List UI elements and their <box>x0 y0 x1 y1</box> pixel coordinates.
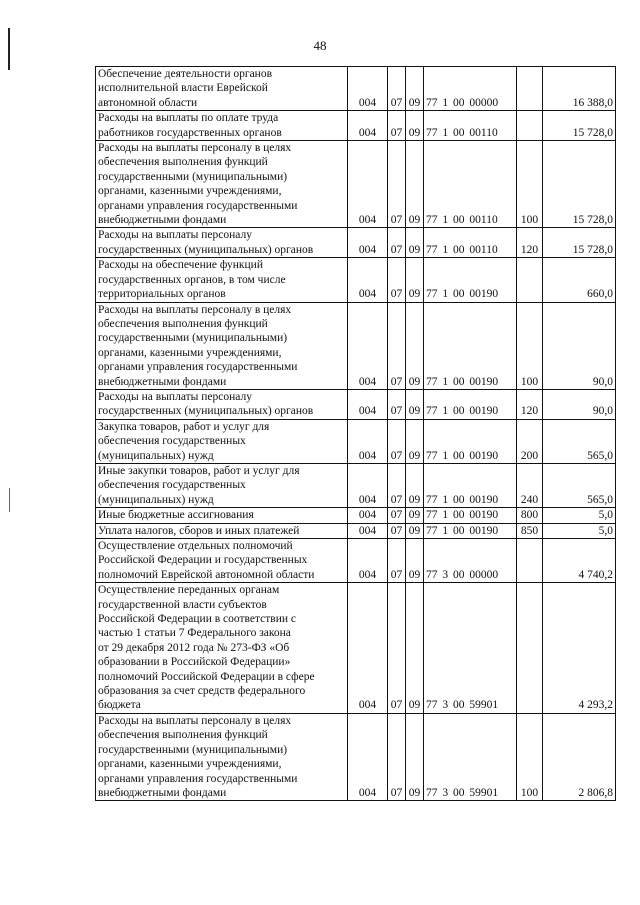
subsection-code: 09 <box>406 67 424 111</box>
amount: 16 388,0 <box>543 67 616 111</box>
subsection-code: 09 <box>406 523 424 538</box>
target-article-code: 77 1 00 00190 <box>424 508 517 523</box>
expense-type-code <box>517 111 543 141</box>
amount: 2 806,8 <box>543 713 616 800</box>
expense-type-code: 850 <box>517 523 543 538</box>
section-code: 07 <box>388 523 406 538</box>
row-description: Закупка товаров, работ и услуг для обеспечения государственных (муниципальных) нужд <box>96 419 348 463</box>
table-row <box>96 228 616 258</box>
table-row <box>96 463 616 507</box>
ministry-code: 004 <box>348 258 388 302</box>
table-row <box>96 389 616 419</box>
section-code: 07 <box>388 539 406 583</box>
expense-type-code <box>517 539 543 583</box>
expense-type-code <box>517 67 543 111</box>
amount: 15 728,0 <box>543 228 616 258</box>
table-row <box>96 419 616 463</box>
target-article-code: 77 3 00 59901 <box>424 713 517 800</box>
subsection-code: 09 <box>406 583 424 714</box>
scan-edge-mark-lower <box>9 488 10 512</box>
amount: 15 728,0 <box>543 141 616 228</box>
section-code: 07 <box>388 713 406 800</box>
table-row <box>96 302 616 389</box>
subsection-code: 09 <box>406 258 424 302</box>
row-description: Уплата налогов, сборов и иных платежей <box>96 523 348 538</box>
subsection-code: 09 <box>406 302 424 389</box>
section-code: 07 <box>388 389 406 419</box>
ministry-code: 004 <box>348 228 388 258</box>
target-article-code: 77 1 00 00110 <box>424 111 517 141</box>
target-article-code: 77 1 00 00190 <box>424 419 517 463</box>
table-row <box>96 258 616 302</box>
target-article-code: 77 1 00 00190 <box>424 463 517 507</box>
target-article-code: 77 1 00 00000 <box>424 67 517 111</box>
ministry-code: 004 <box>348 141 388 228</box>
amount: 15 728,0 <box>543 111 616 141</box>
ministry-code: 004 <box>348 302 388 389</box>
subsection-code: 09 <box>406 141 424 228</box>
expense-type-code <box>517 258 543 302</box>
expense-type-code: 100 <box>517 302 543 389</box>
ministry-code: 004 <box>348 389 388 419</box>
target-article-code: 77 3 00 59901 <box>424 583 517 714</box>
expense-type-code: 800 <box>517 508 543 523</box>
amount: 4 293,2 <box>543 583 616 714</box>
expense-type-code: 120 <box>517 389 543 419</box>
row-description: Расходы на выплаты персоналу в целях обеспечения выполнения функций государственными (муниципальными) органами, казенными учреждениями, органами управления государственными внебюджетными фондами <box>96 141 348 228</box>
table-row <box>96 141 616 228</box>
section-code: 07 <box>388 111 406 141</box>
row-description: Расходы на выплаты персоналу в целях обеспечения выполнения функций государственными (муниципальными) органами, казенными учреждениями, органами управления государственными внебюджетными фондами <box>96 713 348 800</box>
target-article-code: 77 1 00 00190 <box>424 302 517 389</box>
subsection-code: 09 <box>406 111 424 141</box>
row-description: Расходы на обеспечение функций государственных органов, в том числе территориальных органов <box>96 258 348 302</box>
row-description: Осуществление отдельных полномочий Российской Федерации и государственных полномочий Еврейской автономной области <box>96 539 348 583</box>
section-code: 07 <box>388 141 406 228</box>
ministry-code: 004 <box>348 111 388 141</box>
amount: 90,0 <box>543 389 616 419</box>
target-article-code: 77 1 00 00190 <box>424 389 517 419</box>
amount: 660,0 <box>543 258 616 302</box>
amount: 565,0 <box>543 463 616 507</box>
row-description: Расходы на выплаты персоналу государственных (муниципальных) органов <box>96 228 348 258</box>
expense-type-code: 120 <box>517 228 543 258</box>
expense-type-code <box>517 583 543 714</box>
amount: 90,0 <box>543 302 616 389</box>
target-article-code: 77 1 00 00110 <box>424 228 517 258</box>
row-description: Расходы на выплаты по оплате труда работников государственных органов <box>96 111 348 141</box>
table-row <box>96 111 616 141</box>
ministry-code: 004 <box>348 508 388 523</box>
table-row <box>96 523 616 538</box>
ministry-code: 004 <box>348 419 388 463</box>
ministry-code: 004 <box>348 713 388 800</box>
section-code: 07 <box>388 583 406 714</box>
subsection-code: 09 <box>406 228 424 258</box>
section-code: 07 <box>388 419 406 463</box>
amount: 565,0 <box>543 419 616 463</box>
table-row <box>96 508 616 523</box>
section-code: 07 <box>388 463 406 507</box>
row-description: Расходы на выплаты персоналу государственных (муниципальных) органов <box>96 389 348 419</box>
page-number: 48 <box>313 38 327 53</box>
table-row <box>96 67 616 111</box>
table-row <box>96 539 616 583</box>
budget-table <box>95 66 616 801</box>
section-code: 07 <box>388 228 406 258</box>
subsection-code: 09 <box>406 463 424 507</box>
target-article-code: 77 3 00 00000 <box>424 539 517 583</box>
row-description: Иные бюджетные ассигнования <box>96 508 348 523</box>
subsection-code: 09 <box>406 539 424 583</box>
target-article-code: 77 1 00 00190 <box>424 523 517 538</box>
section-code: 07 <box>388 508 406 523</box>
expense-type-code: 200 <box>517 419 543 463</box>
ministry-code: 004 <box>348 539 388 583</box>
ministry-code: 004 <box>348 463 388 507</box>
row-description: Осуществление переданных органам государственной власти субъектов Российской Федерации в соответствии с частью 1 статьи 7 Федерального закона от 29 декабря 2012 года № 273-ФЗ «Об образовании в Российской Федерации» полномочий Российской Федерации в сфере образования за счет средств федерального бюджета <box>96 583 348 714</box>
amount: 5,0 <box>543 508 616 523</box>
ministry-code: 004 <box>348 583 388 714</box>
ministry-code: 004 <box>348 67 388 111</box>
budget-table-body <box>96 67 616 801</box>
expense-type-code: 240 <box>517 463 543 507</box>
target-article-code: 77 1 00 00110 <box>424 141 517 228</box>
section-code: 07 <box>388 258 406 302</box>
target-article-code: 77 1 00 00190 <box>424 258 517 302</box>
section-code: 07 <box>388 67 406 111</box>
row-description: Иные закупки товаров, работ и услуг для обеспечения государственных (муниципальных) нужд <box>96 463 348 507</box>
expense-type-code: 100 <box>517 713 543 800</box>
subsection-code: 09 <box>406 419 424 463</box>
row-description: Расходы на выплаты персоналу в целях обеспечения выполнения функций государственными (муниципальными) органами, казенными учреждениями, органами управления государственными внебюджетными фондами <box>96 302 348 389</box>
subsection-code: 09 <box>406 508 424 523</box>
subsection-code: 09 <box>406 713 424 800</box>
ministry-code: 004 <box>348 523 388 538</box>
row-description: Обеспечение деятельности органов исполнительной власти Еврейской автономной области <box>96 67 348 111</box>
section-code: 07 <box>388 302 406 389</box>
table-row <box>96 713 616 800</box>
expense-type-code: 100 <box>517 141 543 228</box>
amount: 4 740,2 <box>543 539 616 583</box>
subsection-code: 09 <box>406 389 424 419</box>
amount: 5,0 <box>543 523 616 538</box>
table-row <box>96 583 616 714</box>
